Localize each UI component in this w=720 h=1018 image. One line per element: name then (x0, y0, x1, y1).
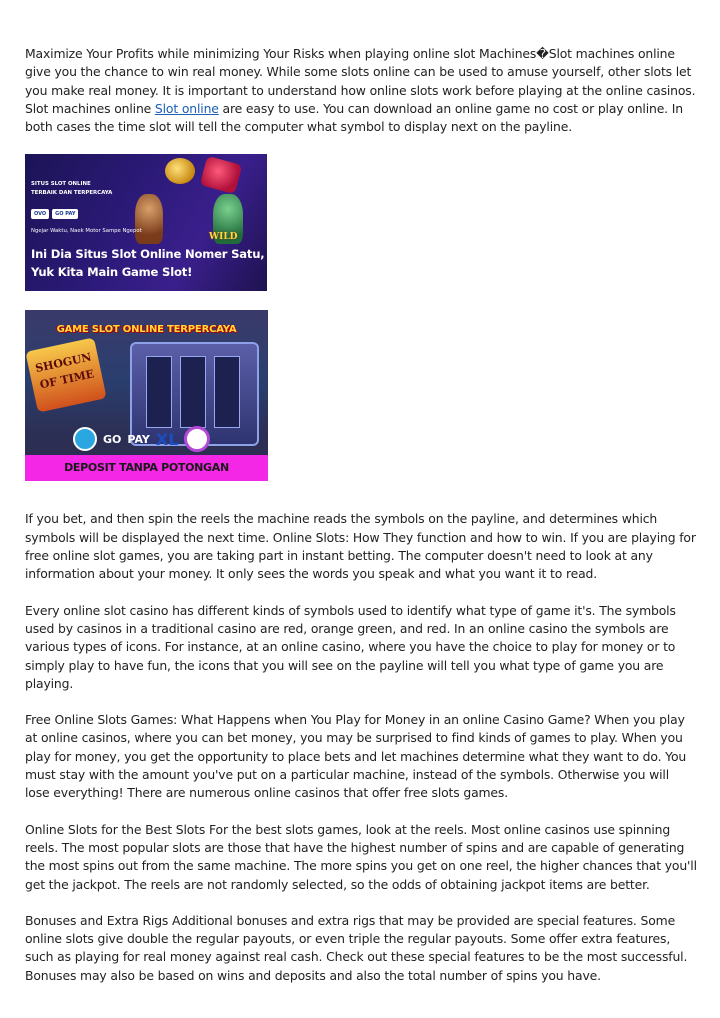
banner2-bottom-text: DEPOSIT TANPA POTONGAN (25, 455, 268, 481)
intro-text-1: Maximize Your Profits while minimizing Your Risks when playing online slot Machines�Slot machines online give you the chance to win real money. While some slots online can be used to amuse yourself, other slots let you make real money. It is important to understand how online slots work before playing at the online casinos. Slot machines online (25, 46, 696, 116)
intro-paragraph (25, 45, 697, 136)
payment-logos (73, 426, 210, 452)
intro-text-2: are easy to use. You can download an online game no cost or play online. In both cases the time slot will tell the computer what symbol to display next on the payline. (25, 100, 683, 135)
dana-logo (73, 427, 97, 451)
paragraph-5: Bonuses and Extra Rigs Additional bonuses and extra rigs that may be provided are special features. Some online slots give double the regular payouts, or even triple the regular payouts. Some offer extra features, such as playing for real money against real cash. Check out these special features to be the most successful. Bonuses may also be based on wins and deposits and also the total number of spins you have. (25, 912, 688, 983)
slot-banner-image-1 (25, 154, 267, 291)
gopay-logo-go: GO (103, 432, 122, 446)
ovo-logo: OVO (31, 209, 49, 219)
xl-logo: XL (155, 429, 179, 449)
gold-coin-graphic (165, 158, 195, 184)
slot-online-link[interactable]: Slot online (154, 100, 219, 116)
reel (214, 356, 240, 428)
reel (146, 356, 172, 428)
game-title-logo: SHOGUN OF TIME (25, 338, 106, 413)
paragraph-4: Online Slots for the Best Slots For the best slots games, look at the reels. Most online casinos use spinning reels. The most popular slots are those that have the highest number of spins and are capable of generating the most spins out from the same machine. The more spins you get on one reel, the higher chances that you'll get the jackpot. The reels are not randomly selected, so the odds of obtaining jackpot items are better. (25, 821, 697, 892)
reel (180, 356, 206, 428)
gopay-logo: GO PAY (52, 209, 78, 219)
wild-symbol: WILD (209, 232, 238, 243)
character-graphic (135, 194, 163, 244)
banner1-headline-1: Ini Dia Situs Slot Online Nomer Satu, (31, 247, 265, 262)
paragraph-2: Every online slot casino has different kinds of symbols used to identify what type of game it's. The symbols used by casinos in a traditional casino are red, orange green, and red. In an online casino the symbols are various types of icons. For instance, at an online casino, where you have the choice to play for money or to simply play to have fun, the icons that you will see on the payline will tell you what type of game you are playing. (25, 602, 676, 691)
banner1-subline: Ngejar Waktu, Naek Motor Sampe Ngepot (31, 228, 142, 235)
ovo-logo (184, 426, 210, 452)
gopay-logo-pay: PAY (127, 432, 150, 446)
banner1-line2: TERBAIK DAN TERPERCAYA (31, 190, 113, 197)
red-gem-graphic (200, 156, 243, 194)
paragraph-1: If you bet, and then spin the reels the machine reads the symbols on the payline, and determines which symbols will be displayed the next time. Online Slots: How They function and how to win. If you are playing for free online slot games, you are taking part in instant betting. The computer doesn't need to look at any information about your money. It only sees the words you speak and what you want it to read. (25, 511, 696, 582)
banner2-top-text: GAME SLOT ONLINE TERPERCAYA (56, 324, 237, 336)
payment-logos (31, 209, 78, 219)
paragraph-3: Free Online Slots Games: What Happens when You Play for Money in an online Casino Game? When you play at online casinos, where you can bet money, you may be surprised to find kinds of games to play. When you play for money, you get the opportunity to place bets and let machines determine what they want to do. You must stay with the amount you've put on a particular machine, instead of the symbols. Otherwise you will lose everything! There are numerous online casinos that offer free slots games. (25, 712, 687, 801)
slot-banner-image-2 (25, 310, 268, 481)
document-body (25, 45, 697, 985)
banner1-line1: SITUS SLOT ONLINE (31, 181, 91, 188)
banner1-headline-2: Yuk Kita Main Game Slot! (31, 265, 193, 280)
